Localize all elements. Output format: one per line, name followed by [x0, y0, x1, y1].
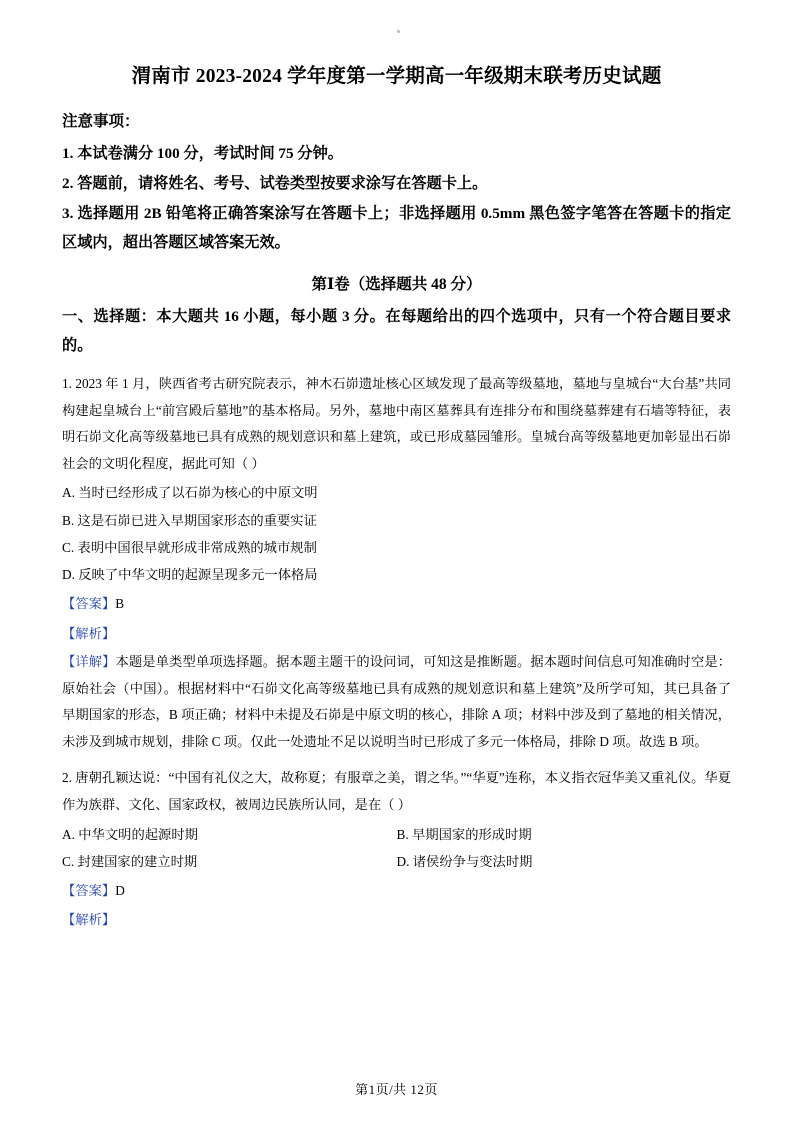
option-d[interactable]: D. 诸侯纷争与变法时期 [396, 853, 533, 869]
section-instruction: 一、选择题：本大题共 16 小题，每小题 3 分。在每题给出的四个选项中，只有一个符合题目要求的。 [62, 307, 731, 355]
option-b[interactable]: B. 这是石峁已进入早期国家形态的重要实证 [62, 512, 317, 528]
notice-line-2: 2. 答题前，请将姓名、考号、试卷类型按要求涂写在答题卡上。 [62, 174, 488, 192]
option-a[interactable]: A. 当时已经形成了以石峁为核心的中原文明 [62, 485, 318, 501]
answer-label: 【答案】 [62, 883, 116, 899]
answer-label: 【答案】 [62, 596, 116, 612]
option-b[interactable]: B. 早期国家的形成时期 [396, 826, 532, 842]
answer-line [62, 877, 731, 904]
analysis-label-line [62, 620, 731, 647]
question-block [62, 765, 731, 933]
option-d[interactable]: D. 反映了中华文明的起源呈现多元一体格局 [62, 567, 318, 583]
page-top-dot [397, 30, 400, 33]
page-title: 渭南市 2023-2024 学年度第一学期高一年级期末联考历史试题 [131, 66, 662, 87]
detail-label: 【详解】 [62, 653, 116, 669]
notice-line-3: 3. 选择题用 2B 铅笔将正确答案涂写在答题卡上；非选择题用 0.5mm 黑色签字笔答在答题卡的指定区域内，超出答题区域答案无效。 [62, 204, 731, 252]
option-row [62, 848, 731, 875]
analysis-label-line [62, 906, 731, 933]
page-footer: 第1页/共 12页 [355, 1082, 438, 1097]
analysis-label: 【解析】 [62, 912, 116, 928]
option-c[interactable]: C. 表明中国很早就形成非常成熟的城市规制 [62, 539, 317, 555]
answer-value: B [115, 596, 125, 612]
option-row [62, 821, 731, 848]
paper-section-heading: 第Ⅰ卷（选择题共 48 分） [311, 275, 482, 293]
question-stem: 1. 2023 年 1 月，陕西省考古研究院表示，神木石峁遗址核心区域发现了最高等级墓地，墓地与皇城台“大台基”共同构建起皇城台上“前宫殿后墓地”的基本格局。另外，墓地中南区墓葬具有连排分布和围绕墓葬建有石墙等特征，表明石峁文化高等级墓地已具有成熟的规划意识和墓上建筑，或已形成墓园雏形。皇城台高等级墓地更加彰显出石峁社会的文明化程度，据此可知（ ） [62, 376, 731, 471]
question-stem: 2. 唐朝孔颖达说：“中国有礼仪之大，故称夏；有服章之美，谓之华。”“华夏”连称，本义指衣冠华美又重礼仪。华夏作为族群、文化、国家政权，被周边民族所认同，是在（ ） [62, 770, 731, 812]
answer-line [62, 590, 731, 617]
option-a[interactable]: A. 中华文明的起源时期 [62, 826, 198, 842]
notice-heading: 注意事项： [62, 113, 140, 131]
notice-line-1: 1. 本试卷满分 100 分，考试时间 75 分钟。 [62, 145, 343, 163]
question-block [62, 371, 731, 755]
detail-text: 本题是单类型单项选择题。据本题主题干的设问词，可知这是推断题。据本题时间信息可知准确时空是：原始社会（中国）。根据材料中“石峁文化高等级墓地已具有成熟的规划意识和墓上建筑”及所学可知，其已具备了早期国家的形态，B 项正确；材料中未提及石峁是中原文明的核心，排除 A 项；材料中涉及到了墓地的相关情况，未涉及到城市规划，排除 C 项。仅此一处遗址不足以说明当时已形成了多元一体格局，排除 D 项。故选 B 项。 [62, 653, 732, 749]
answer-value: D [115, 883, 125, 899]
option-c[interactable]: C. 封建国家的建立时期 [62, 853, 198, 869]
analysis-detail [62, 649, 731, 755]
analysis-label: 【解析】 [62, 625, 116, 641]
